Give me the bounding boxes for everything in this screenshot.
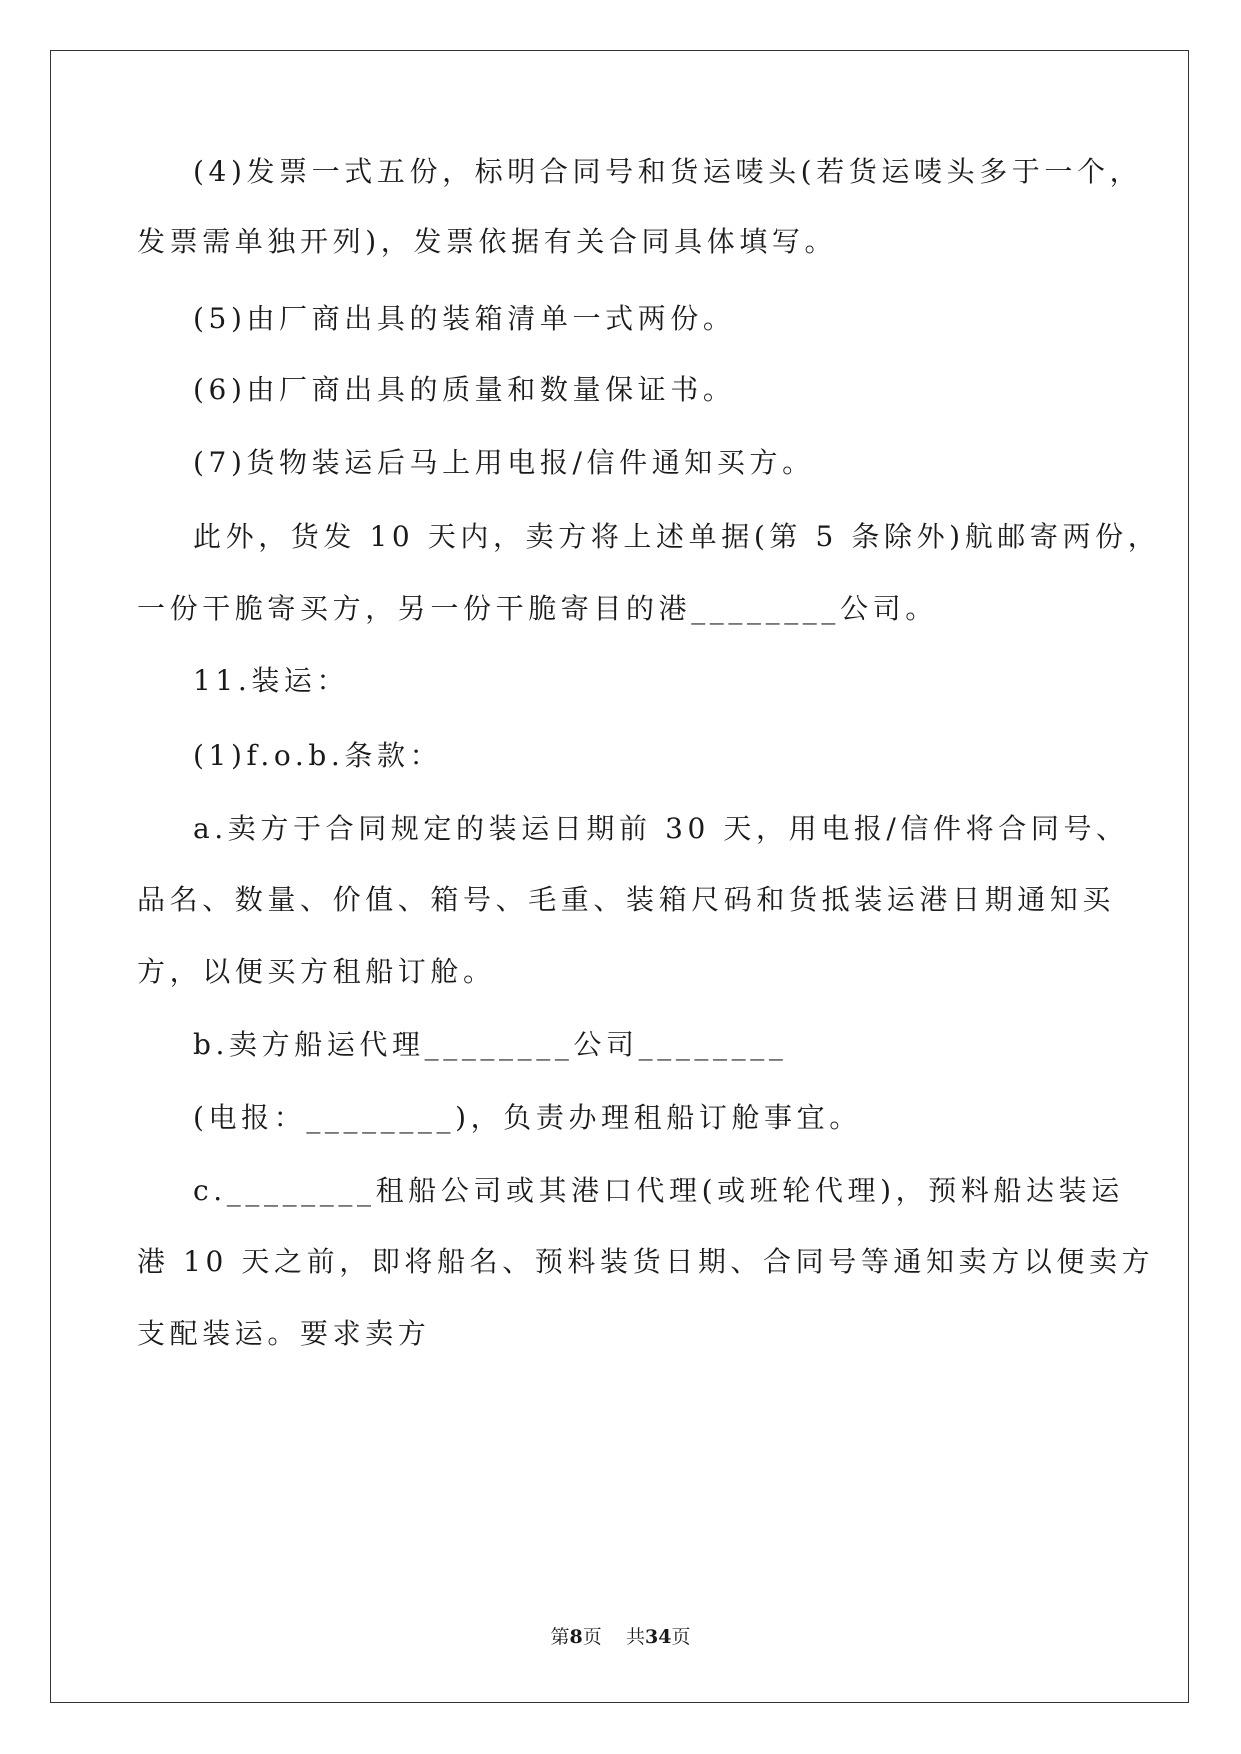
paragraph-fob-terms: (1)f.o.b.条款：	[193, 739, 443, 772]
paragraph-clause-b: b.卖方船运代理________公司________	[193, 1028, 788, 1061]
paragraph-clause-a: a.卖方于合同规定的装运日期前 30 天，用电报/信件将合同号、	[193, 812, 1129, 845]
paragraph-clause-a-continued-2: 方，以便买方租船订舱。	[137, 955, 496, 988]
footer-page-suffix: 页	[582, 1626, 602, 1648]
footer-page-prefix: 第	[550, 1626, 570, 1648]
footer-page-number: 8	[569, 1626, 583, 1648]
paragraph-clause-c-continued-1: 港 10 天之前，即将船名、预料装货日期、合同号等通知卖方以便卖方	[137, 1245, 1155, 1278]
paragraph-item-5: (5)由厂商出具的装箱清单一式两份。	[193, 302, 736, 335]
footer-total-suffix: 页	[671, 1626, 691, 1648]
page-border	[50, 50, 1189, 1703]
paragraph-clause-a-continued-1: 品名、数量、价值、箱号、毛重、装箱尺码和货抵装运港日期通知买	[137, 883, 1116, 916]
paragraph-clause-c: c.________租船公司或其港口代理(或班轮代理)，预料船达装运	[193, 1174, 1124, 1207]
paragraph-item-4: (4)发票一式五份，标明合同号和货运唛头(若货运唛头多于一个，	[193, 155, 1143, 188]
section-heading-shipment: 11.装运：	[193, 664, 350, 697]
paragraph-item-7: (7)货物装运后马上用电报/信件通知买方。	[193, 446, 815, 479]
paragraph-clause-b-continued: (电报：________)，负责办理租船订舱事宜。	[193, 1101, 862, 1134]
page-footer	[0, 1628, 1241, 1647]
footer-total-pages: 34	[644, 1626, 672, 1648]
paragraph-clause-c-continued-2: 支配装运。要求卖方	[137, 1317, 431, 1350]
paragraph-item-6: (6)由厂商出具的质量和数量保证书。	[193, 373, 736, 406]
paragraph-additionally-continued: 一份干脆寄买方，另一份干脆寄目的港________公司。	[137, 592, 938, 625]
paragraph-item-4-continued: 发票需单独开列)，发票依据有关合同具体填写。	[137, 225, 838, 258]
footer-total-prefix: 共	[625, 1626, 645, 1648]
paragraph-additionally: 此外，货发 10 天内，卖方将上述单据(第 5 条除外)航邮寄两份，	[193, 520, 1161, 553]
